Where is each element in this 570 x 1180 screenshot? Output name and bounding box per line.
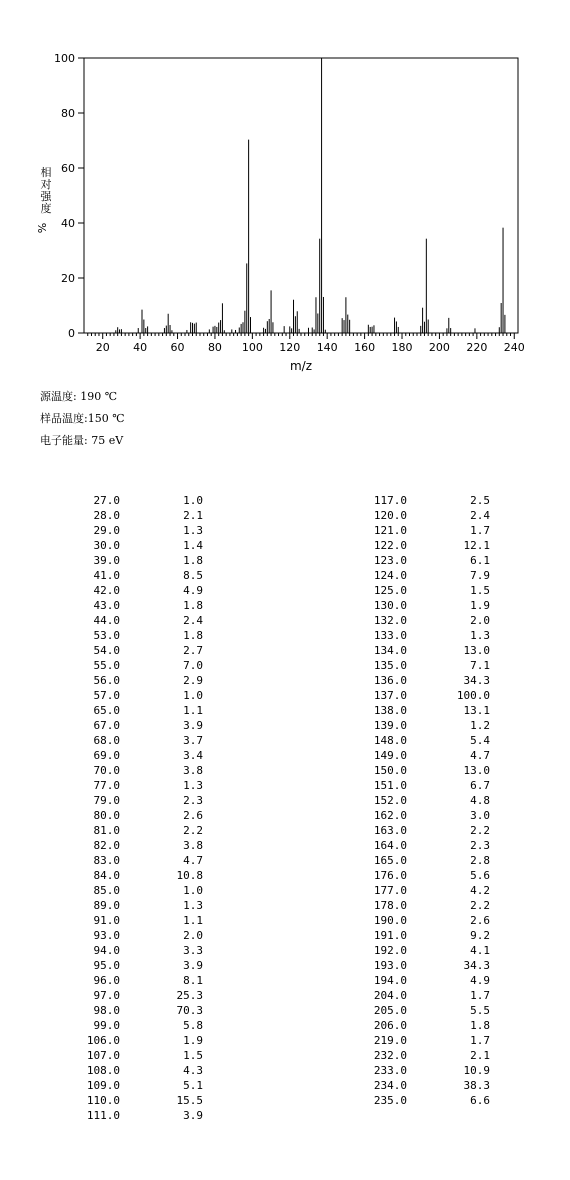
abundance-value: 13.0 xyxy=(463,644,490,657)
table-row xyxy=(60,913,203,928)
mz-value: 82.0 xyxy=(93,839,120,852)
table-row xyxy=(347,688,490,703)
table-row xyxy=(347,973,490,988)
abundance-value: 2.9 xyxy=(183,674,203,687)
mz-value: 57.0 xyxy=(93,689,120,702)
table-row xyxy=(60,973,203,988)
mz-value: 137.0 xyxy=(373,689,407,702)
table-row xyxy=(347,823,490,838)
abundance-value: 4.8 xyxy=(470,794,490,807)
table-row xyxy=(347,778,490,793)
abundance-value: 3.8 xyxy=(183,839,203,852)
mz-value: 85.0 xyxy=(93,884,120,897)
abundance-value: 3.0 xyxy=(470,809,490,822)
mz-value: 41.0 xyxy=(93,569,120,582)
plot-border xyxy=(84,58,518,333)
mz-value: 99.0 xyxy=(93,1019,120,1032)
y-label-char: 强 xyxy=(40,190,52,203)
mz-value: 134.0 xyxy=(373,644,407,657)
mz-value: 27.0 xyxy=(93,494,120,507)
table-row xyxy=(347,568,490,583)
table-row xyxy=(347,628,490,643)
mz-value: 135.0 xyxy=(373,659,407,672)
abundance-value: 12.1 xyxy=(463,539,490,552)
table-row xyxy=(347,898,490,913)
table-row xyxy=(60,688,203,703)
abundance-value: 1.0 xyxy=(183,494,203,507)
abundance-value: 1.1 xyxy=(183,914,203,927)
table-row xyxy=(347,613,490,628)
mz-value: 39.0 xyxy=(93,554,120,567)
mz-value: 191.0 xyxy=(373,929,407,942)
mz-value: 163.0 xyxy=(373,824,407,837)
table-row xyxy=(60,898,203,913)
abundance-value: 3.7 xyxy=(183,734,203,747)
mz-value: 190.0 xyxy=(373,914,407,927)
mz-value: 121.0 xyxy=(373,524,407,537)
mz-value: 148.0 xyxy=(373,734,407,747)
table-row xyxy=(347,808,490,823)
y-axis-label xyxy=(36,165,53,233)
abundance-value: 13.0 xyxy=(463,764,490,777)
mz-value: 106.0 xyxy=(86,1034,120,1047)
table-row xyxy=(60,538,203,553)
abundance-value: 1.7 xyxy=(470,989,490,1002)
table-row xyxy=(60,808,203,823)
mz-value: 67.0 xyxy=(93,719,120,732)
table-row xyxy=(347,748,490,763)
mz-value: 123.0 xyxy=(373,554,407,567)
mz-value: 70.0 xyxy=(93,764,120,777)
table-row xyxy=(60,673,203,688)
abundance-value: 4.2 xyxy=(470,884,490,897)
mz-value: 28.0 xyxy=(93,509,120,522)
abundance-value: 1.0 xyxy=(183,689,203,702)
abundance-value: 1.1 xyxy=(183,704,203,717)
source-temperature: 源温度: 190 ℃ xyxy=(40,390,118,403)
mz-value: 65.0 xyxy=(93,704,120,717)
mz-value: 56.0 xyxy=(93,674,120,687)
table-row xyxy=(60,643,203,658)
table-row xyxy=(60,508,203,523)
abundance-value: 5.5 xyxy=(470,1004,490,1017)
abundance-value: 34.3 xyxy=(463,959,490,972)
abundance-value: 1.4 xyxy=(183,539,203,552)
table-row xyxy=(60,598,203,613)
y-tick-label: 100 xyxy=(54,52,75,65)
table-row xyxy=(347,883,490,898)
mz-value: 232.0 xyxy=(373,1049,407,1062)
abundance-value: 4.9 xyxy=(183,584,203,597)
table-row xyxy=(347,763,490,778)
abundance-value: 7.0 xyxy=(183,659,203,672)
table-row xyxy=(60,1093,203,1108)
abundance-value: 5.8 xyxy=(183,1019,203,1032)
mz-value: 177.0 xyxy=(373,884,407,897)
table-row xyxy=(347,988,490,1003)
mz-value: 125.0 xyxy=(373,584,407,597)
abundance-value: 1.8 xyxy=(183,629,203,642)
table-row xyxy=(347,853,490,868)
x-tick-label: 140 xyxy=(316,341,338,354)
mz-value: 122.0 xyxy=(373,539,407,552)
mz-value: 80.0 xyxy=(93,809,120,822)
mz-value: 53.0 xyxy=(93,629,120,642)
abundance-value: 4.7 xyxy=(183,854,203,867)
peak-table-right xyxy=(347,493,490,1108)
table-row xyxy=(60,613,203,628)
abundance-value: 10.8 xyxy=(176,869,203,882)
mz-value: 79.0 xyxy=(93,794,120,807)
mz-value: 44.0 xyxy=(93,614,120,627)
mz-value: 194.0 xyxy=(373,974,407,987)
abundance-value: 70.3 xyxy=(176,1004,203,1017)
table-row xyxy=(347,598,490,613)
abundance-value: 2.3 xyxy=(470,839,490,852)
abundance-value: 2.2 xyxy=(470,824,490,837)
mz-value: 152.0 xyxy=(373,794,407,807)
mz-value: 83.0 xyxy=(93,854,120,867)
mz-value: 233.0 xyxy=(373,1064,407,1077)
table-row xyxy=(60,793,203,808)
abundance-value: 8.5 xyxy=(183,569,203,582)
plot-frame xyxy=(84,58,518,333)
electron-energy: 电子能量: 75 eV xyxy=(40,434,124,447)
abundance-value: 6.1 xyxy=(470,554,490,567)
mz-value: 89.0 xyxy=(93,899,120,912)
abundance-value: 2.4 xyxy=(183,614,203,627)
x-tick-label: 180 xyxy=(391,341,413,354)
mz-value: 107.0 xyxy=(86,1049,120,1062)
x-axis-label: m/z xyxy=(289,359,313,373)
abundance-value: 1.7 xyxy=(470,1034,490,1047)
table-row xyxy=(60,853,203,868)
x-tick-label: 120 xyxy=(279,341,301,354)
abundance-value: 100.0 xyxy=(456,689,490,702)
table-row xyxy=(347,793,490,808)
table-row xyxy=(60,583,203,598)
mz-value: 117.0 xyxy=(373,494,407,507)
table-row xyxy=(347,868,490,883)
table-row xyxy=(60,1033,203,1048)
table-row xyxy=(347,1033,490,1048)
abundance-value: 1.2 xyxy=(470,719,490,732)
mz-value: 164.0 xyxy=(373,839,407,852)
table-row xyxy=(60,553,203,568)
x-tick-label: 100 xyxy=(241,341,263,354)
abundance-value: 1.8 xyxy=(470,1019,490,1032)
table-row xyxy=(60,1048,203,1063)
table-row xyxy=(60,958,203,973)
mz-value: 235.0 xyxy=(373,1094,407,1107)
abundance-value: 1.3 xyxy=(183,779,203,792)
mz-value: 109.0 xyxy=(86,1079,120,1092)
y-axis-ticks xyxy=(54,52,84,340)
table-row xyxy=(347,1078,490,1093)
mz-value: 206.0 xyxy=(373,1019,407,1032)
y-label-char: 度 xyxy=(40,202,52,215)
abundance-value: 6.7 xyxy=(470,779,490,792)
abundance-value: 1.5 xyxy=(183,1049,203,1062)
table-row xyxy=(60,868,203,883)
abundance-value: 3.3 xyxy=(183,944,203,957)
abundance-value: 10.9 xyxy=(463,1064,490,1077)
table-row xyxy=(347,658,490,673)
table-row xyxy=(347,538,490,553)
mz-value: 91.0 xyxy=(93,914,120,927)
x-tick-label: 160 xyxy=(354,341,376,354)
mz-value: 54.0 xyxy=(93,644,120,657)
table-row xyxy=(347,508,490,523)
abundance-value: 1.0 xyxy=(183,884,203,897)
abundance-value: 3.9 xyxy=(183,1109,203,1122)
abundance-value: 2.8 xyxy=(470,854,490,867)
mz-value: 94.0 xyxy=(93,944,120,957)
abundance-value: 25.3 xyxy=(176,989,203,1002)
mz-value: 149.0 xyxy=(373,749,407,762)
abundance-value: 9.2 xyxy=(470,929,490,942)
mz-value: 204.0 xyxy=(373,989,407,1002)
table-row xyxy=(60,823,203,838)
mz-value: 162.0 xyxy=(373,809,407,822)
mz-value: 176.0 xyxy=(373,869,407,882)
mass-spectrum-chart xyxy=(0,0,570,380)
table-row xyxy=(60,988,203,1003)
mz-value: 151.0 xyxy=(373,779,407,792)
x-tick-label: 240 xyxy=(503,341,525,354)
abundance-value: 2.0 xyxy=(183,929,203,942)
abundance-value: 6.6 xyxy=(470,1094,490,1107)
table-row xyxy=(60,778,203,793)
abundance-value: 2.1 xyxy=(183,509,203,522)
mz-value: 55.0 xyxy=(93,659,120,672)
mz-value: 97.0 xyxy=(93,989,120,1002)
table-row xyxy=(60,628,203,643)
abundance-value: 2.6 xyxy=(470,914,490,927)
mz-value: 95.0 xyxy=(93,959,120,972)
abundance-value: 13.1 xyxy=(463,704,490,717)
abundance-value: 1.9 xyxy=(470,599,490,612)
x-tick-label: 40 xyxy=(133,341,148,354)
table-row xyxy=(347,943,490,958)
table-row xyxy=(60,1108,203,1123)
x-tick-label: 80 xyxy=(207,341,222,354)
mz-value: 81.0 xyxy=(93,824,120,837)
mz-value: 42.0 xyxy=(93,584,120,597)
mz-value: 192.0 xyxy=(373,944,407,957)
abundance-value: 4.9 xyxy=(470,974,490,987)
table-row xyxy=(60,1003,203,1018)
abundance-value: 3.8 xyxy=(183,764,203,777)
x-axis-ticks xyxy=(88,333,525,354)
mz-value: 139.0 xyxy=(373,719,407,732)
mz-value: 193.0 xyxy=(373,959,407,972)
abundance-value: 4.1 xyxy=(470,944,490,957)
abundance-value: 1.3 xyxy=(183,524,203,537)
table-row xyxy=(60,838,203,853)
abundance-value: 5.6 xyxy=(470,869,490,882)
abundance-value: 5.4 xyxy=(470,734,490,747)
table-row xyxy=(60,703,203,718)
table-row xyxy=(347,718,490,733)
abundance-value: 15.5 xyxy=(176,1094,203,1107)
abundance-value: 5.1 xyxy=(183,1079,203,1092)
y-tick-label: 0 xyxy=(68,327,75,340)
table-row xyxy=(60,1018,203,1033)
mz-value: 205.0 xyxy=(373,1004,407,1017)
table-row xyxy=(347,958,490,973)
mz-value: 132.0 xyxy=(373,614,407,627)
y-tick-label: 60 xyxy=(61,162,75,175)
table-row xyxy=(60,748,203,763)
table-row xyxy=(60,568,203,583)
abundance-value: 2.7 xyxy=(183,644,203,657)
abundance-value: 4.7 xyxy=(470,749,490,762)
y-tick-label: 80 xyxy=(61,107,75,120)
x-tick-label: 60 xyxy=(170,341,185,354)
abundance-value: 1.5 xyxy=(470,584,490,597)
mz-value: 234.0 xyxy=(373,1079,407,1092)
mz-value: 138.0 xyxy=(373,704,407,717)
x-tick-label: 220 xyxy=(466,341,488,354)
table-row xyxy=(347,1093,490,1108)
mz-value: 136.0 xyxy=(373,674,407,687)
abundance-value: 3.9 xyxy=(183,719,203,732)
abundance-value: 2.2 xyxy=(470,899,490,912)
table-row xyxy=(347,1048,490,1063)
table-row xyxy=(347,838,490,853)
mz-value: 77.0 xyxy=(93,779,120,792)
mz-value: 43.0 xyxy=(93,599,120,612)
mz-value: 120.0 xyxy=(373,509,407,522)
mz-value: 110.0 xyxy=(86,1094,120,1107)
abundance-value: 1.8 xyxy=(183,554,203,567)
abundance-value: 38.3 xyxy=(463,1079,490,1092)
y-tick-label: 20 xyxy=(61,272,75,285)
mz-value: 124.0 xyxy=(373,569,407,582)
table-row xyxy=(60,718,203,733)
table-row xyxy=(60,493,203,508)
sample-temperature: 样品温度:150 ℃ xyxy=(40,412,125,425)
y-label-char: 相 xyxy=(40,166,52,179)
abundance-value: 7.9 xyxy=(470,569,490,582)
mz-value: 29.0 xyxy=(93,524,120,537)
mz-value: 219.0 xyxy=(373,1034,407,1047)
mz-value: 165.0 xyxy=(373,854,407,867)
table-row xyxy=(347,583,490,598)
table-row xyxy=(60,763,203,778)
mz-value: 93.0 xyxy=(93,929,120,942)
mz-value: 130.0 xyxy=(373,599,407,612)
table-row xyxy=(60,1078,203,1093)
abundance-value: 1.3 xyxy=(183,899,203,912)
table-row xyxy=(60,733,203,748)
table-row xyxy=(347,493,490,508)
abundance-value: 1.7 xyxy=(470,524,490,537)
table-row xyxy=(347,1003,490,1018)
table-row xyxy=(347,673,490,688)
abundance-value: 34.3 xyxy=(463,674,490,687)
table-row xyxy=(60,1063,203,1078)
abundance-value: 3.4 xyxy=(183,749,203,762)
abundance-value: 2.2 xyxy=(183,824,203,837)
x-tick-label: 20 xyxy=(95,341,110,354)
abundance-value: 1.9 xyxy=(183,1034,203,1047)
abundance-value: 8.1 xyxy=(183,974,203,987)
mz-value: 69.0 xyxy=(93,749,120,762)
y-label-unit: % xyxy=(36,222,49,234)
table-row xyxy=(347,553,490,568)
abundance-value: 1.8 xyxy=(183,599,203,612)
table-row xyxy=(60,928,203,943)
y-label-char: 对 xyxy=(40,178,52,191)
table-row xyxy=(347,733,490,748)
mz-value: 150.0 xyxy=(373,764,407,777)
mz-value: 108.0 xyxy=(86,1064,120,1077)
y-tick-label: 40 xyxy=(61,217,75,230)
mz-value: 98.0 xyxy=(93,1004,120,1017)
table-row xyxy=(60,523,203,538)
abundance-value: 4.3 xyxy=(183,1064,203,1077)
abundance-value: 2.6 xyxy=(183,809,203,822)
peak-bars xyxy=(116,58,505,333)
mz-value: 68.0 xyxy=(93,734,120,747)
table-row xyxy=(347,1018,490,1033)
abundance-value: 2.5 xyxy=(470,494,490,507)
mz-value: 178.0 xyxy=(373,899,407,912)
mz-value: 111.0 xyxy=(86,1109,120,1122)
mz-value: 96.0 xyxy=(93,974,120,987)
abundance-value: 1.3 xyxy=(470,629,490,642)
mz-value: 133.0 xyxy=(373,629,407,642)
table-row xyxy=(347,1063,490,1078)
table-row xyxy=(60,658,203,673)
abundance-value: 3.9 xyxy=(183,959,203,972)
abundance-value: 2.4 xyxy=(470,509,490,522)
table-row xyxy=(60,943,203,958)
table-row xyxy=(347,523,490,538)
table-row xyxy=(347,928,490,943)
mz-value: 30.0 xyxy=(93,539,120,552)
table-row xyxy=(347,913,490,928)
abundance-value: 7.1 xyxy=(470,659,490,672)
mz-value: 84.0 xyxy=(93,869,120,882)
abundance-value: 2.0 xyxy=(470,614,490,627)
table-row xyxy=(60,883,203,898)
peak-table-left xyxy=(60,493,203,1123)
x-tick-label: 200 xyxy=(428,341,450,354)
abundance-value: 2.1 xyxy=(470,1049,490,1062)
table-row xyxy=(347,703,490,718)
table-row xyxy=(347,643,490,658)
abundance-value: 2.3 xyxy=(183,794,203,807)
